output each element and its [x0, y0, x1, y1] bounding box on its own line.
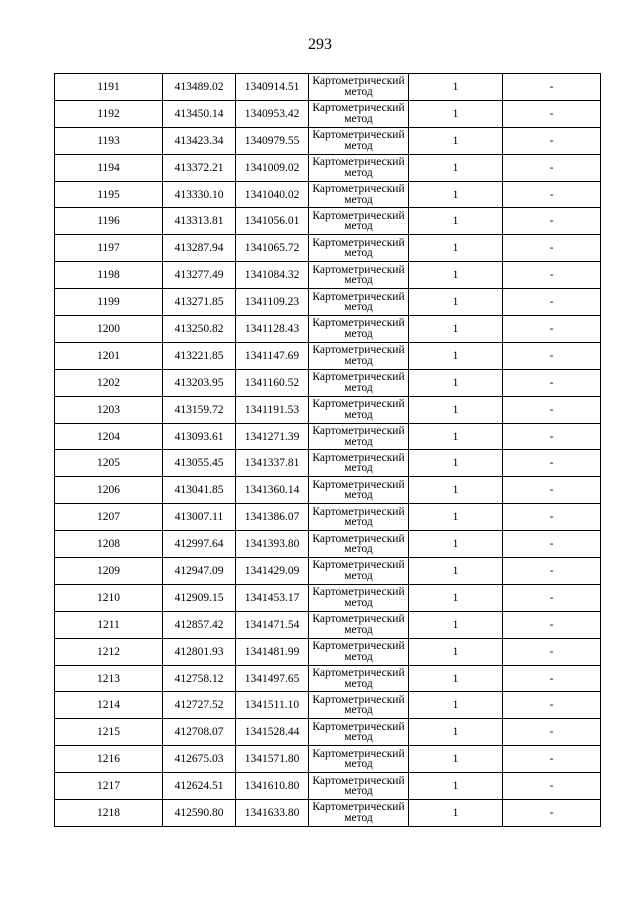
method-cell: [309, 773, 409, 800]
accuracy-cell: 1: [409, 611, 503, 638]
note-cell: -: [503, 773, 601, 800]
accuracy-cell: 1: [409, 289, 503, 316]
point-number-cell: 1209: [55, 558, 163, 585]
x-coordinate-cell: 413489.02: [163, 74, 236, 101]
method-cell: [309, 208, 409, 235]
method-line1: Картометрический: [312, 559, 405, 572]
method-line1: Картометрический: [312, 129, 405, 142]
method-cell: [309, 127, 409, 154]
method-cell: [309, 154, 409, 181]
accuracy-cell: 1: [409, 531, 503, 558]
y-coordinate-cell: 1341191.53: [236, 396, 309, 423]
method-cell: [309, 746, 409, 773]
y-coordinate-cell: 1341471.54: [236, 611, 309, 638]
accuracy-cell: 1: [409, 584, 503, 611]
table-row: [55, 289, 601, 316]
table-row: [55, 181, 601, 208]
method-cell: [309, 692, 409, 719]
table-row: [55, 369, 601, 396]
point-number-cell: 1201: [55, 342, 163, 369]
y-coordinate-cell: 1341497.65: [236, 665, 309, 692]
accuracy-cell: 1: [409, 558, 503, 585]
note-cell: -: [503, 262, 601, 289]
point-number-cell: 1194: [55, 154, 163, 181]
y-coordinate-cell: 1341386.07: [236, 504, 309, 531]
x-coordinate-cell: 413330.10: [163, 181, 236, 208]
method-cell: [309, 423, 409, 450]
accuracy-cell: 1: [409, 154, 503, 181]
table-row: [55, 800, 601, 827]
method-line1: Картометрический: [312, 398, 405, 411]
method-line2: метод: [344, 758, 373, 771]
y-coordinate-cell: 1341160.52: [236, 369, 309, 396]
y-coordinate-cell: 1340953.42: [236, 100, 309, 127]
method-line2: метод: [344, 650, 373, 663]
accuracy-cell: 1: [409, 450, 503, 477]
x-coordinate-cell: 413250.82: [163, 316, 236, 343]
y-coordinate-cell: 1341610.80: [236, 773, 309, 800]
point-number-cell: 1196: [55, 208, 163, 235]
note-cell: -: [503, 235, 601, 262]
point-number-cell: 1205: [55, 450, 163, 477]
x-coordinate-cell: 413041.85: [163, 477, 236, 504]
accuracy-cell: 1: [409, 208, 503, 235]
point-number-cell: 1212: [55, 638, 163, 665]
x-coordinate-cell: 412590.80: [163, 800, 236, 827]
method-line2: метод: [344, 301, 373, 314]
table-row: [55, 558, 601, 585]
y-coordinate-cell: 1341147.69: [236, 342, 309, 369]
method-line2: метод: [344, 677, 373, 690]
x-coordinate-cell: 413372.21: [163, 154, 236, 181]
x-coordinate-cell: 413423.34: [163, 127, 236, 154]
point-number-cell: 1215: [55, 719, 163, 746]
x-coordinate-cell: 412624.51: [163, 773, 236, 800]
x-coordinate-cell: 413055.45: [163, 450, 236, 477]
method-line1: Картометрический: [312, 640, 405, 653]
method-cell: [309, 289, 409, 316]
point-number-cell: 1191: [55, 74, 163, 101]
point-number-cell: 1193: [55, 127, 163, 154]
x-coordinate-cell: 413203.95: [163, 369, 236, 396]
method-cell: [309, 504, 409, 531]
y-coordinate-cell: 1341271.39: [236, 423, 309, 450]
method-line2: метод: [344, 489, 373, 502]
method-line1: Картометрический: [312, 183, 405, 195]
note-cell: -: [503, 154, 601, 181]
y-coordinate-cell: 1341337.81: [236, 450, 309, 477]
note-cell: -: [503, 584, 601, 611]
note-cell: -: [503, 611, 601, 638]
x-coordinate-cell: 413007.11: [163, 504, 236, 531]
note-cell: -: [503, 289, 601, 316]
method-cell: [309, 719, 409, 746]
method-line2: метод: [344, 462, 373, 475]
accuracy-cell: 1: [409, 342, 503, 369]
method-line2: метод: [344, 193, 373, 206]
note-cell: -: [503, 692, 601, 719]
table-row: [55, 316, 601, 343]
table-row: [55, 719, 601, 746]
point-number-cell: 1197: [55, 235, 163, 262]
method-line2: метод: [344, 274, 373, 287]
y-coordinate-cell: 1341065.72: [236, 235, 309, 262]
table-row: [55, 611, 601, 638]
method-cell: [309, 531, 409, 558]
method-cell: [309, 396, 409, 423]
point-number-cell: 1214: [55, 692, 163, 719]
method-cell: [309, 584, 409, 611]
point-number-cell: 1198: [55, 262, 163, 289]
note-cell: -: [503, 665, 601, 692]
y-coordinate-cell: 1341009.02: [236, 154, 309, 181]
method-line1: Картометрический: [312, 801, 405, 814]
method-line1: Картометрический: [312, 425, 405, 438]
accuracy-cell: 1: [409, 235, 503, 262]
accuracy-cell: 1: [409, 369, 503, 396]
y-coordinate-cell: 1340914.51: [236, 74, 309, 101]
table-row: [55, 665, 601, 692]
table-row: [55, 396, 601, 423]
point-number-cell: 1213: [55, 665, 163, 692]
method-cell: [309, 800, 409, 827]
table-row: [55, 746, 601, 773]
method-cell: [309, 235, 409, 262]
table-row: [55, 235, 601, 262]
y-coordinate-cell: 1341429.09: [236, 558, 309, 585]
method-cell: [309, 262, 409, 289]
method-cell: [309, 558, 409, 585]
page-number: 293: [308, 36, 332, 53]
method-line1: Картометрический: [312, 209, 405, 222]
y-coordinate-cell: 1341633.80: [236, 800, 309, 827]
x-coordinate-cell: 412727.52: [163, 692, 236, 719]
note-cell: -: [503, 74, 601, 101]
method-cell: [309, 450, 409, 477]
method-line2: метод: [344, 811, 373, 824]
method-line2: метод: [344, 247, 373, 260]
method-line1: Картометрический: [312, 667, 405, 680]
method-line1: Картометрический: [312, 102, 405, 115]
table-row: [55, 154, 601, 181]
method-line2: метод: [344, 354, 373, 367]
point-number-cell: 1199: [55, 289, 163, 316]
method-line2: метод: [344, 623, 373, 636]
accuracy-cell: 1: [409, 396, 503, 423]
note-cell: -: [503, 531, 601, 558]
method-line1: Картометрический: [312, 693, 405, 706]
method-line2: метод: [344, 731, 373, 744]
table-row: [55, 342, 601, 369]
accuracy-cell: 1: [409, 638, 503, 665]
method-line2: метод: [344, 596, 373, 609]
y-coordinate-cell: 1341109.23: [236, 289, 309, 316]
accuracy-cell: 1: [409, 719, 503, 746]
accuracy-cell: 1: [409, 262, 503, 289]
note-cell: -: [503, 504, 601, 531]
x-coordinate-cell: 412801.93: [163, 638, 236, 665]
method-line2: метод: [344, 381, 373, 394]
method-cell: [309, 665, 409, 692]
y-coordinate-cell: 1341528.44: [236, 719, 309, 746]
point-number-cell: 1192: [55, 100, 163, 127]
table-row: [55, 638, 601, 665]
x-coordinate-cell: 413093.61: [163, 423, 236, 450]
note-cell: -: [503, 800, 601, 827]
y-coordinate-cell: 1341360.14: [236, 477, 309, 504]
note-cell: -: [503, 127, 601, 154]
x-coordinate-cell: 413313.81: [163, 208, 236, 235]
note-cell: -: [503, 719, 601, 746]
y-coordinate-cell: 1340979.55: [236, 127, 309, 154]
x-coordinate-cell: 412675.03: [163, 746, 236, 773]
x-coordinate-cell: 413277.49: [163, 262, 236, 289]
accuracy-cell: 1: [409, 316, 503, 343]
method-line1: Картометрический: [312, 156, 405, 169]
point-number-cell: 1200: [55, 316, 163, 343]
note-cell: -: [503, 746, 601, 773]
method-line2: метод: [344, 704, 373, 717]
accuracy-cell: 1: [409, 665, 503, 692]
accuracy-cell: 1: [409, 746, 503, 773]
y-coordinate-cell: 1341453.17: [236, 584, 309, 611]
accuracy-cell: 1: [409, 773, 503, 800]
method-line1: Картометрический: [312, 747, 405, 760]
method-cell: [309, 477, 409, 504]
y-coordinate-cell: 1341084.32: [236, 262, 309, 289]
note-cell: -: [503, 638, 601, 665]
method-cell: [309, 181, 409, 208]
note-cell: -: [503, 423, 601, 450]
accuracy-cell: 1: [409, 800, 503, 827]
method-line1: Картометрический: [312, 613, 405, 626]
x-coordinate-cell: 412947.09: [163, 558, 236, 585]
note-cell: -: [503, 208, 601, 235]
method-line1: Картометрический: [312, 586, 405, 599]
method-cell: [309, 369, 409, 396]
accuracy-cell: 1: [409, 504, 503, 531]
table-row: [55, 584, 601, 611]
point-number-cell: 1207: [55, 504, 163, 531]
method-line2: метод: [344, 327, 373, 340]
method-line2: метод: [344, 785, 373, 798]
y-coordinate-cell: 1341571.80: [236, 746, 309, 773]
table-row: [55, 74, 601, 101]
point-number-cell: 1218: [55, 800, 163, 827]
method-line2: метод: [344, 166, 373, 179]
method-line2: метод: [344, 408, 373, 421]
method-line2: метод: [344, 435, 373, 448]
method-line1: Картометрический: [312, 478, 405, 491]
method-line1: Картометрический: [312, 263, 405, 276]
coordinates-table-body: [55, 74, 601, 827]
y-coordinate-cell: 1341481.99: [236, 638, 309, 665]
table-row: [55, 208, 601, 235]
method-line2: метод: [344, 112, 373, 125]
x-coordinate-cell: 413221.85: [163, 342, 236, 369]
note-cell: -: [503, 477, 601, 504]
method-line2: метод: [344, 85, 373, 98]
method-cell: [309, 342, 409, 369]
accuracy-cell: 1: [409, 127, 503, 154]
method-line1: Картометрический: [312, 344, 405, 357]
method-line1: Картометрический: [312, 720, 405, 733]
x-coordinate-cell: 412758.12: [163, 665, 236, 692]
method-line2: метод: [344, 139, 373, 152]
y-coordinate-cell: 1341393.80: [236, 531, 309, 558]
y-coordinate-cell: 1341128.43: [236, 316, 309, 343]
note-cell: -: [503, 181, 601, 208]
table-row: [55, 127, 601, 154]
method-line1: Картометрический: [312, 451, 405, 464]
table-row: [55, 262, 601, 289]
accuracy-cell: 1: [409, 423, 503, 450]
accuracy-cell: 1: [409, 692, 503, 719]
coordinates-table: [54, 73, 601, 827]
accuracy-cell: 1: [409, 74, 503, 101]
note-cell: -: [503, 450, 601, 477]
point-number-cell: 1204: [55, 423, 163, 450]
point-number-cell: 1206: [55, 477, 163, 504]
note-cell: -: [503, 396, 601, 423]
method-line1: Картометрический: [312, 236, 405, 249]
note-cell: -: [503, 558, 601, 585]
y-coordinate-cell: 1341056.01: [236, 208, 309, 235]
point-number-cell: 1217: [55, 773, 163, 800]
method-line2: метод: [344, 516, 373, 529]
accuracy-cell: 1: [409, 100, 503, 127]
note-cell: -: [503, 100, 601, 127]
x-coordinate-cell: 412997.64: [163, 531, 236, 558]
table-row: [55, 477, 601, 504]
table-row: [55, 450, 601, 477]
method-line1: Картометрический: [312, 532, 405, 545]
method-line1: Картометрический: [312, 505, 405, 518]
method-line2: метод: [344, 543, 373, 556]
point-number-cell: 1208: [55, 531, 163, 558]
method-line1: Картометрический: [312, 317, 405, 330]
x-coordinate-cell: 413271.85: [163, 289, 236, 316]
method-cell: [309, 611, 409, 638]
table-row: [55, 692, 601, 719]
x-coordinate-cell: 413450.14: [163, 100, 236, 127]
x-coordinate-cell: 412909.15: [163, 584, 236, 611]
point-number-cell: 1210: [55, 584, 163, 611]
accuracy-cell: 1: [409, 181, 503, 208]
table-row: [55, 504, 601, 531]
point-number-cell: 1216: [55, 746, 163, 773]
table-row: [55, 100, 601, 127]
point-number-cell: 1202: [55, 369, 163, 396]
x-coordinate-cell: 413287.94: [163, 235, 236, 262]
method-line1: Картометрический: [312, 774, 405, 787]
method-cell: [309, 638, 409, 665]
x-coordinate-cell: 412708.07: [163, 719, 236, 746]
method-line1: Картометрический: [312, 75, 405, 88]
method-cell: [309, 100, 409, 127]
note-cell: -: [503, 369, 601, 396]
point-number-cell: 1195: [55, 181, 163, 208]
method-line2: метод: [344, 220, 373, 233]
point-number-cell: 1203: [55, 396, 163, 423]
x-coordinate-cell: 413159.72: [163, 396, 236, 423]
table-row: [55, 531, 601, 558]
method-line1: Картометрический: [312, 290, 405, 303]
method-line2: метод: [344, 569, 373, 582]
point-number-cell: 1211: [55, 611, 163, 638]
x-coordinate-cell: 412857.42: [163, 611, 236, 638]
table-row: [55, 773, 601, 800]
note-cell: -: [503, 342, 601, 369]
method-cell: [309, 316, 409, 343]
method-cell: [309, 74, 409, 101]
note-cell: -: [503, 316, 601, 343]
method-line1: Картометрический: [312, 371, 405, 384]
accuracy-cell: 1: [409, 477, 503, 504]
table-row: [55, 423, 601, 450]
y-coordinate-cell: 1341040.02: [236, 181, 309, 208]
y-coordinate-cell: 1341511.10: [236, 692, 309, 719]
